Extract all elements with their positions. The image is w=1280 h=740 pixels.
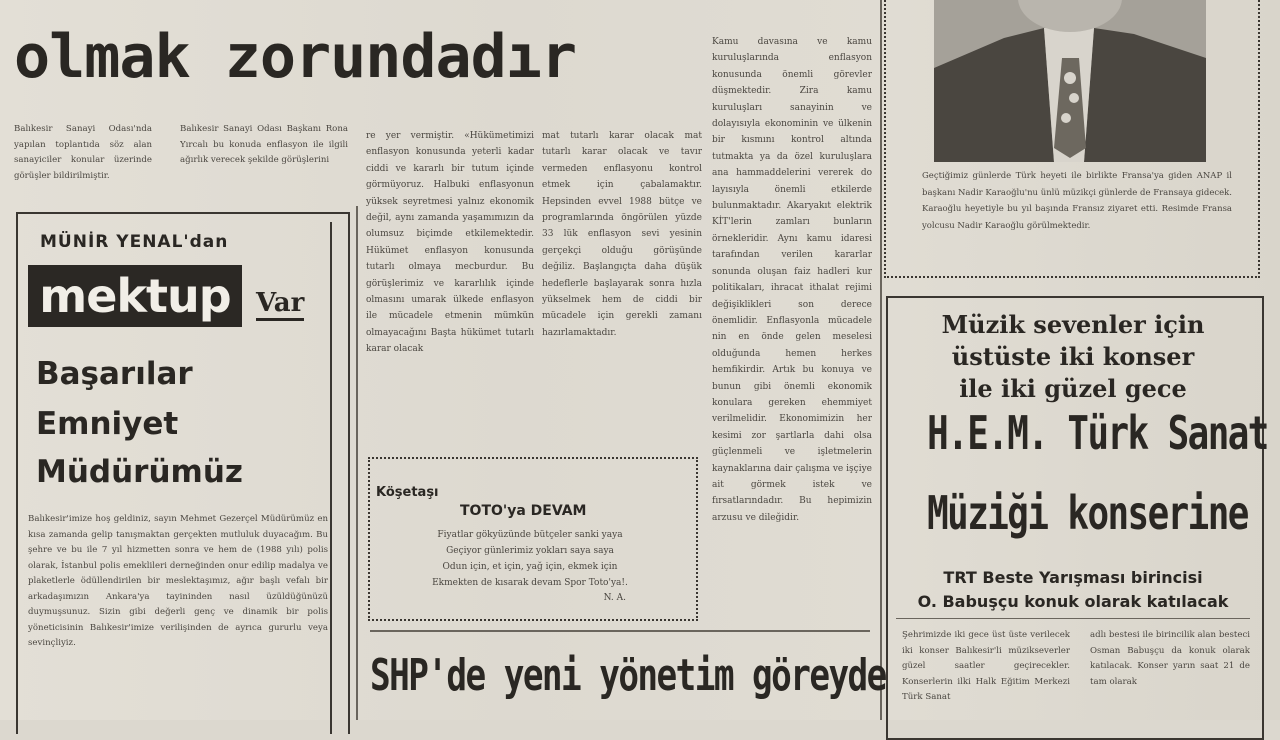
- mektup-title-line-1: Başarılar: [36, 356, 193, 392]
- concert-subhead-1: TRT Beste Yarışması birincisi: [943, 568, 1203, 587]
- article-column-3: Kamu davasına ve kamu kuruluşlarında enflasyon konusunda önemli görevler düşmektedir. Zira kamu kuruluşları sanayinin ve dolayısıyla ekonominin ve ülkenin bir kısmını kontrol altında tutmakta ya da özel kuruluşlara ana hammaddelerini vererek do layısıyla önemli etkilerde bulunmaktadır. Akaryakıt elektrik KİT'lerin zamları bunların örnekleridir. Aynı kamu idaresi tarafından verilen kararlar sonunda oluşan faiz hadleri kur politikaları, ihracat ithalat rejimi değişiklikleri son derece önemlidir. Enflasyonla mücadele nin en önde gelen meselesi olduğunda hemen herkes hemfikirdir. Artık bu konuya ve bunun gibi önemli ekonomik konulara gereken ehemmiyet verilmelidir. Ekonomimizin her kesimi zor şartlarla dahi olsa güçlenmeli ve işletmelerin kaynaklarına dair çalışma ve işçiye ait görmek istek ve fırsatlarındadır. Bu hepimizin arzusu ve dileğidir.: [712, 37, 872, 523]
- column-author: MÜNİR YENAL'dan: [40, 232, 229, 252]
- poem-line: Geçiyor günlerimiz yokları saya saya: [446, 546, 614, 556]
- kosetasi-signature: N. A.: [603, 593, 626, 603]
- photo-caption: Geçtiğimiz günlerde Türk heyeti ile birlikte Fransa'ya giden ANAP il başkanı Nadir Karaoğlu'nu ünlü müzikçi günlerde de Fransaya gidecek. Karaoğlu heyetiyle bu yıl başında Fransız ziyaret etti. Resimde Fransa yolcusu Nadir Karaoğlu görülmektedir.: [922, 171, 1232, 231]
- news-photo: [934, 0, 1206, 162]
- article-column-2: mat tutarlı karar olacak mat tutarlı karar olacak ve tavır vermeden enflasyonu kontrol etmek için çabalamaktır. Hepsinden evvel 1988 bütçe ve programlarında öngörülen yüzde 33 lük enflasyon sevi yesinin gerçekçi olduğu görüşünde değiliz. Başlangıçta daha düşük hedeflerle başlayarak sonra hızla yükselmek hem de ciddi bir mücadele için gerekli zamanı hazırlamaktadır.: [542, 131, 702, 338]
- concert-body-right: adlı bestesi ile birincilik alan besteci Osman Babuşçu da konuk olarak katılacak. Konser yarın saat 21 de tam olarak: [1090, 630, 1250, 687]
- mektup-body: Balıkesir'imize hoş geldiniz, sayın Mehmet Gezerçel Müdürümüz en kısa zamanda gelip tanışmaktan gerçekten mutluluk duyacağım. Bu şehre ve bu ile 7 yıl hizmetten sonra ve hem de (1988 yılı) polis olarak, İstanbul polis emeklileri derneğinden onur edilip madalya ve plaketlerle ödüllendirilen bir meslektaşımız, ağır başlı vefalı bir arkadaşımızın Ankara'ya tayininden nasıl üzüldüğünüzü duymuşsunuz. Sizin gibi değerli genç ve dinamik bir polis yöneticisinin Balıkesir'imize verilişinden de ayrıca gururlu veya sevinçliyiz.: [28, 514, 328, 648]
- intro-column-2: Balıkesir Sanayi Odası Başkanı Rona Yırcalı bu konuda enflasyon ile ilgili ağırlık verecek şekilde görüşlerini: [180, 124, 348, 165]
- shp-headline: SHP'de yeni yönetim göreyde: [370, 650, 886, 701]
- mektup-title-line-2: Emniyet: [36, 406, 179, 442]
- concert-body-left: Şehrimizde iki gece üst üste verilecek iki konser Balıkesir'li müzikseverler güzel saatler geçirecekler. Konserlerin ilki Halk Eğitim Merkezi Türk Sanat: [902, 630, 1070, 702]
- portrait-image: [934, 0, 1206, 162]
- poem-line: Odun için, et için, yağ için, ekmek için: [442, 562, 618, 572]
- mektup-title-line-3: Müdürümüz: [36, 454, 243, 490]
- concert-subhead-2: O. Babuşçu konuk olarak katılacak: [917, 592, 1229, 611]
- kosetasi-title: TOTO'ya DEVAM: [460, 503, 587, 519]
- concert-line-3: ile iki güzel gece: [959, 374, 1187, 403]
- intro-column-1: Balıkesir Sanayi Odası'nda yapılan toplantıda söz alan sanayiciler konular üzerinde görüşler bildirilmiştir.: [14, 124, 152, 181]
- column-rule: [356, 206, 358, 720]
- poem-line: Fiyatlar gökyüzünde bütçeler sanki yaya: [437, 530, 623, 540]
- concert-headline-1: H.E.M. Türk Sanat: [927, 406, 1268, 460]
- concert-line-1: Müzik sevenler için: [941, 310, 1205, 339]
- concert-rule: [896, 618, 1250, 619]
- article-column-1: re yer vermiştir. «Hükümetimizi enflasyon konusunda yeterli kadar ciddi ve kararlı bir tutum içinde görmüyoruz. Halbuki enflasyonun yüksek seyretmesi yalnız ekonomik değil, aynı zamanda yaşamımızın da olumsuz biçimde etkilemektedir. Hükümet enflasyon konusunda tutarlı olmaya mecburdur. Bu görüşlerimiz ve kararlılık içinde olmasını umarak ülkede enflasyon ile mücadele etmenin mümkün olmayacağını Başta hükümet tutarlı karar olacak: [366, 131, 534, 355]
- poem-line: Ekmekten de kısarak devam Spor Toto'ya!.: [432, 578, 628, 588]
- mektup-logo: mektup: [28, 265, 242, 327]
- top-headline-remnant: [370, 0, 830, 4]
- concert-line-2: üstüste iki konser: [951, 342, 1195, 371]
- kosetasi-box: [368, 457, 698, 621]
- kosetasi-poem: [400, 527, 660, 591]
- main-headline: olmak zorundadır: [14, 22, 576, 92]
- concert-headline-2: Müziği konserine: [927, 486, 1248, 540]
- section-rule: [370, 630, 870, 632]
- kosetasi-label: Köşetaşı: [376, 485, 439, 500]
- column-rule-right: [880, 0, 882, 720]
- mektup-var-label: Var: [256, 288, 304, 321]
